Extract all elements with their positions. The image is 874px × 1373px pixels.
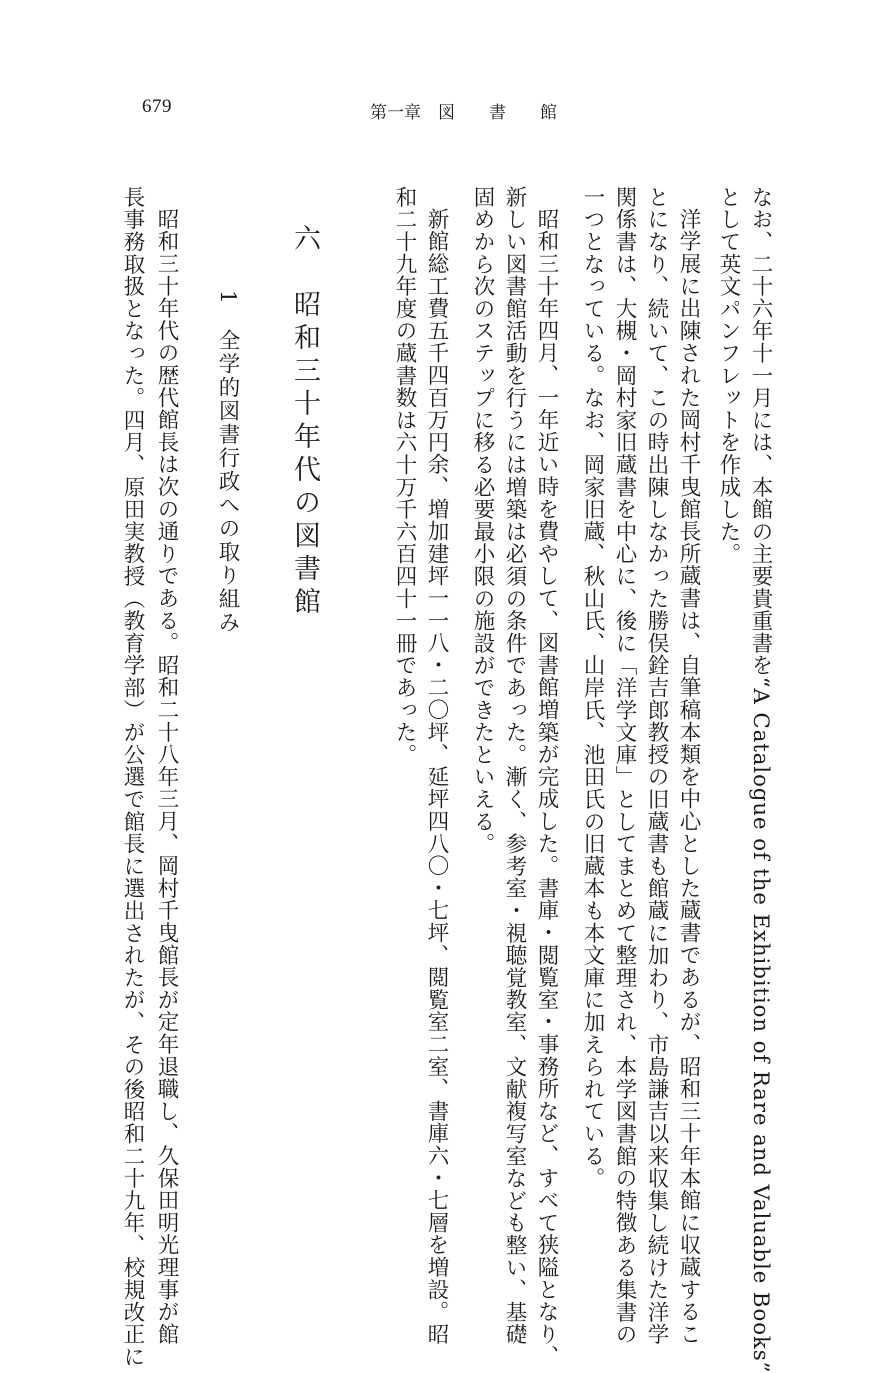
body-line: 長事務取扱となった。四月、原田実教授（教育学部）が公選で館長に選出されたが、その後昭和二十九年、校規改正に — [120, 186, 145, 1368]
body-line: 和二十九年度の蔵書数は六十万千六百四十一冊であった。 — [392, 186, 417, 766]
body-line: 昭和三十年四月、一年近い時を費やして、図書館増築が完成した。書庫・閲覧室・事務所など、すべて狭隘となり、 — [534, 208, 559, 1368]
subsection-heading: 1 全学的図書行政への取り組み — [215, 290, 240, 635]
body-line: とになり、続いて、この時出陳しなかった勝俣銓吉郎教授の旧蔵書も館蔵に加わり、市島謙吉以来収集し続けた洋学 — [644, 186, 669, 1346]
body-line: 一つとなっている。なお、岡家旧蔵、秋山氏、山岸氏、池田氏の旧蔵本も本文庫に加えられている。 — [580, 186, 605, 1190]
body-line: として英文パンフレットを作成した。 — [716, 186, 741, 566]
body-line: 新館総工費五千四百万円余、増加建坪一一八・二〇坪、延坪四八〇・七坪、閲覧室二室、書庫六・七層を増設。昭 — [424, 208, 449, 1346]
body-line: 新しい図書館活動を行うには増築は必須の条件であった。漸く、参考室・視聴覚教室、文献複写室なども整い、基礎 — [502, 186, 527, 1346]
section-heading: 六 昭和三十年代の図書館 — [289, 224, 320, 620]
body-line: 固めから次のステップに移る必要最小限の施設ができたといえる。 — [470, 186, 495, 855]
body-line: 洋学展に出陳された岡村千曳館長所蔵書は、自筆稿本類を中心とした蔵書であるが、昭和三十年本館に収蔵するこ — [676, 208, 701, 1346]
running-head: 第一章 図 書 館 — [370, 103, 557, 123]
page-number: 679 — [142, 96, 172, 117]
body-line: 関係書は、大槻・岡村家旧蔵書を中心に、後に「洋学文庫」としてまとめて整理され、本学図書館の特徴ある集書の — [612, 186, 637, 1346]
body-line: なお、二十六年十一月には、本館の主要貴重書を“A Catalogue of the Exhibition of Rare and Valuable Books” — [748, 186, 773, 1373]
body-line: 昭和三十年代の歴代館長は次の通りである。昭和二十八年三月、岡村千曳館長が定年退職し、久保田明光理事が館 — [154, 208, 179, 1346]
